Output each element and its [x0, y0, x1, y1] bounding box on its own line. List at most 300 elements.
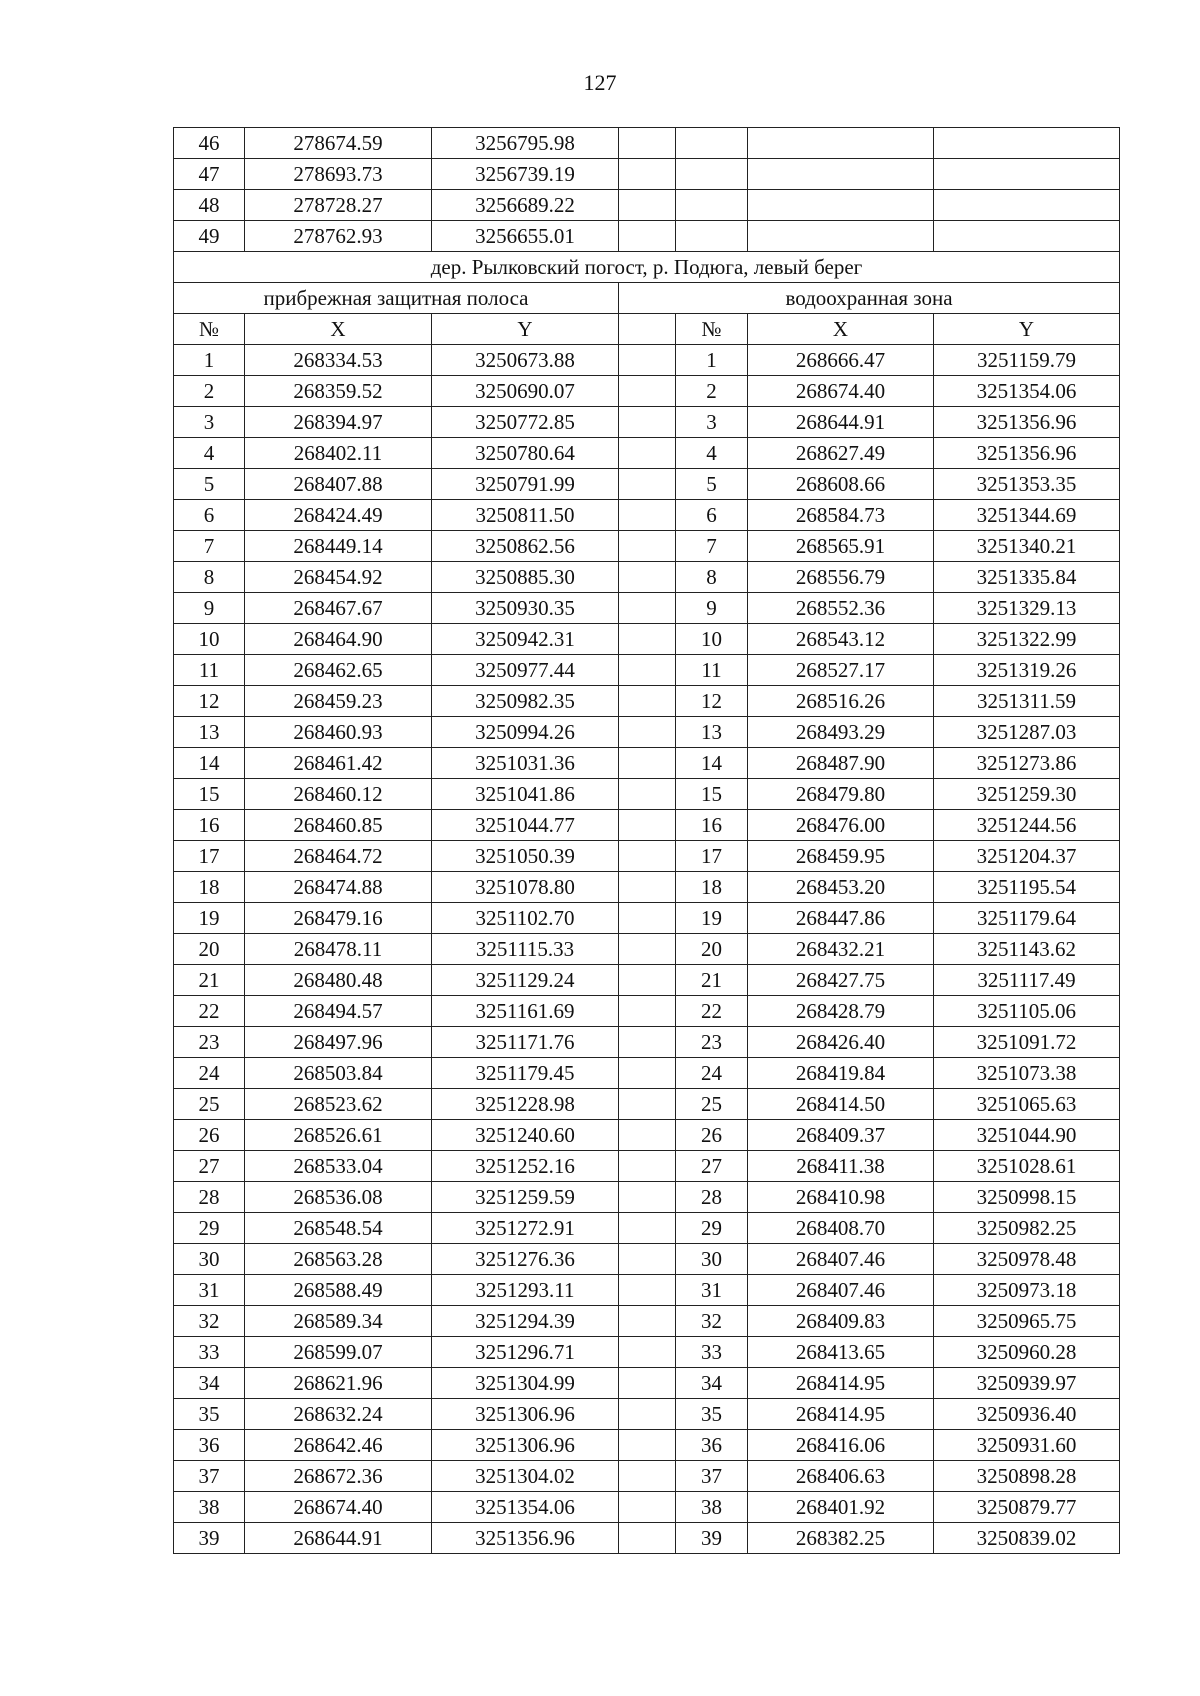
spacer-cell [619, 1430, 676, 1461]
left-y-coordinate: 3251252.16 [432, 1151, 619, 1182]
empty-cell [934, 221, 1120, 252]
spacer-cell [619, 562, 676, 593]
table-row [174, 1306, 1120, 1337]
left-point-number: 23 [174, 1027, 245, 1058]
table-row [174, 562, 1120, 593]
right-point-number: 20 [676, 934, 748, 965]
left-x-coordinate: 268464.72 [245, 841, 432, 872]
empty-cell [934, 159, 1120, 190]
spacer-cell [619, 1492, 676, 1523]
spacer-cell [619, 1461, 676, 1492]
left-y-coordinate: 3251296.71 [432, 1337, 619, 1368]
table-row [174, 190, 1120, 221]
right-y-coordinate: 3251319.26 [934, 655, 1120, 686]
spacer-cell [619, 345, 676, 376]
right-x-coordinate: 268479.80 [748, 779, 934, 810]
left-x-coordinate: 268359.52 [245, 376, 432, 407]
right-y-coordinate: 3251244.56 [934, 810, 1120, 841]
right-point-number: 23 [676, 1027, 748, 1058]
right-y-coordinate: 3250939.97 [934, 1368, 1120, 1399]
table-row [174, 655, 1120, 686]
left-x-coordinate: 268588.49 [245, 1275, 432, 1306]
right-point-number: 14 [676, 748, 748, 779]
empty-cell [934, 190, 1120, 221]
spacer-cell [619, 1523, 676, 1554]
empty-cell [748, 221, 934, 252]
header-x: X [748, 314, 934, 345]
left-x-coordinate: 268424.49 [245, 500, 432, 531]
right-point-number: 27 [676, 1151, 748, 1182]
left-x-coordinate: 268461.42 [245, 748, 432, 779]
right-x-coordinate: 268627.49 [748, 438, 934, 469]
right-y-coordinate: 3251179.64 [934, 903, 1120, 934]
left-point-number: 32 [174, 1306, 245, 1337]
right-y-coordinate: 3250960.28 [934, 1337, 1120, 1368]
left-point-number: 34 [174, 1368, 245, 1399]
section-title: дер. Рылковский погост, р. Подюга, левый берег [174, 252, 1120, 283]
right-x-coordinate: 268426.40 [748, 1027, 934, 1058]
x-coordinate: 278674.59 [245, 128, 432, 159]
right-x-coordinate: 268584.73 [748, 500, 934, 531]
left-x-coordinate: 268454.92 [245, 562, 432, 593]
spacer-cell [619, 407, 676, 438]
point-number: 49 [174, 221, 245, 252]
left-point-number: 24 [174, 1058, 245, 1089]
right-x-coordinate: 268414.95 [748, 1368, 934, 1399]
right-point-number: 39 [676, 1523, 748, 1554]
left-y-coordinate: 3251240.60 [432, 1120, 619, 1151]
left-x-coordinate: 268460.93 [245, 717, 432, 748]
left-point-number: 31 [174, 1275, 245, 1306]
left-point-number: 11 [174, 655, 245, 686]
left-y-coordinate: 3251179.45 [432, 1058, 619, 1089]
right-point-number: 11 [676, 655, 748, 686]
spacer-cell [619, 934, 676, 965]
right-y-coordinate: 3250965.75 [934, 1306, 1120, 1337]
table-row [174, 1275, 1120, 1306]
left-point-number: 29 [174, 1213, 245, 1244]
right-point-number: 7 [676, 531, 748, 562]
left-x-coordinate: 268589.34 [245, 1306, 432, 1337]
right-y-coordinate: 3251273.86 [934, 748, 1120, 779]
spacer-cell [619, 779, 676, 810]
table-row [174, 1058, 1120, 1089]
left-y-coordinate: 3250862.56 [432, 531, 619, 562]
table-row [174, 872, 1120, 903]
empty-cell [676, 128, 748, 159]
table-row [174, 1399, 1120, 1430]
right-point-number: 30 [676, 1244, 748, 1275]
left-point-number: 16 [174, 810, 245, 841]
left-y-coordinate: 3250791.99 [432, 469, 619, 500]
point-number: 46 [174, 128, 245, 159]
table-row [174, 841, 1120, 872]
right-x-coordinate: 268432.21 [748, 934, 934, 965]
right-y-coordinate: 3251335.84 [934, 562, 1120, 593]
table-row [174, 965, 1120, 996]
left-x-coordinate: 268407.88 [245, 469, 432, 500]
spacer-cell [619, 1213, 676, 1244]
spacer-cell [619, 1151, 676, 1182]
table-row [174, 438, 1120, 469]
spacer-cell [619, 841, 676, 872]
spacer-cell [619, 655, 676, 686]
header-row [174, 314, 1120, 345]
right-y-coordinate: 3250973.18 [934, 1275, 1120, 1306]
left-point-number: 33 [174, 1337, 245, 1368]
right-point-number: 16 [676, 810, 748, 841]
spacer-cell [619, 624, 676, 655]
empty-cell [619, 190, 676, 221]
table-row [174, 1492, 1120, 1523]
empty-cell [676, 159, 748, 190]
section-title-row [174, 252, 1120, 283]
right-y-coordinate: 3250931.60 [934, 1430, 1120, 1461]
left-x-coordinate: 268334.53 [245, 345, 432, 376]
point-number: 48 [174, 190, 245, 221]
left-y-coordinate: 3251041.86 [432, 779, 619, 810]
right-y-coordinate: 3251091.72 [934, 1027, 1120, 1058]
right-y-coordinate: 3250998.15 [934, 1182, 1120, 1213]
left-y-coordinate: 3250811.50 [432, 500, 619, 531]
table-row [174, 1461, 1120, 1492]
left-x-coordinate: 268460.85 [245, 810, 432, 841]
spacer-cell [619, 1058, 676, 1089]
left-point-number: 15 [174, 779, 245, 810]
spacer-cell [619, 996, 676, 1027]
left-point-number: 37 [174, 1461, 245, 1492]
left-point-number: 18 [174, 872, 245, 903]
right-point-number: 17 [676, 841, 748, 872]
right-x-coordinate: 268666.47 [748, 345, 934, 376]
left-x-coordinate: 268599.07 [245, 1337, 432, 1368]
left-x-coordinate: 268536.08 [245, 1182, 432, 1213]
right-x-coordinate: 268476.00 [748, 810, 934, 841]
right-point-number: 22 [676, 996, 748, 1027]
page-number: 127 [583, 70, 617, 95]
right-y-coordinate: 3251259.30 [934, 779, 1120, 810]
right-y-coordinate: 3250982.25 [934, 1213, 1120, 1244]
left-y-coordinate: 3251050.39 [432, 841, 619, 872]
right-point-number: 1 [676, 345, 748, 376]
spacer-cell [619, 1244, 676, 1275]
left-y-coordinate: 3251228.98 [432, 1089, 619, 1120]
right-x-coordinate: 268409.37 [748, 1120, 934, 1151]
right-point-number: 13 [676, 717, 748, 748]
header-x: X [245, 314, 432, 345]
right-x-coordinate: 268487.90 [748, 748, 934, 779]
right-x-coordinate: 268556.79 [748, 562, 934, 593]
empty-cell [748, 159, 934, 190]
right-point-number: 38 [676, 1492, 748, 1523]
empty-cell [934, 128, 1120, 159]
right-x-coordinate: 268453.20 [748, 872, 934, 903]
right-x-coordinate: 268407.46 [748, 1275, 934, 1306]
right-point-number: 21 [676, 965, 748, 996]
right-x-coordinate: 268674.40 [748, 376, 934, 407]
right-y-coordinate: 3251065.63 [934, 1089, 1120, 1120]
empty-cell [619, 128, 676, 159]
right-point-number: 36 [676, 1430, 748, 1461]
left-x-coordinate: 268449.14 [245, 531, 432, 562]
left-y-coordinate: 3251044.77 [432, 810, 619, 841]
right-x-coordinate: 268408.70 [748, 1213, 934, 1244]
left-y-coordinate: 3251276.36 [432, 1244, 619, 1275]
left-x-coordinate: 268474.88 [245, 872, 432, 903]
left-point-number: 5 [174, 469, 245, 500]
right-x-coordinate: 268414.50 [748, 1089, 934, 1120]
right-point-number: 29 [676, 1213, 748, 1244]
right-x-coordinate: 268416.06 [748, 1430, 934, 1461]
table-row [174, 1368, 1120, 1399]
header-y: Y [432, 314, 619, 345]
right-point-number: 33 [676, 1337, 748, 1368]
left-y-coordinate: 3251161.69 [432, 996, 619, 1027]
left-x-coordinate: 268497.96 [245, 1027, 432, 1058]
right-y-coordinate: 3250898.28 [934, 1461, 1120, 1492]
right-y-coordinate: 3251353.35 [934, 469, 1120, 500]
right-point-number: 15 [676, 779, 748, 810]
left-y-coordinate: 3250977.44 [432, 655, 619, 686]
left-x-coordinate: 268503.84 [245, 1058, 432, 1089]
left-point-number: 25 [174, 1089, 245, 1120]
empty-cell [619, 221, 676, 252]
right-x-coordinate: 268527.17 [748, 655, 934, 686]
right-x-coordinate: 268401.92 [748, 1492, 934, 1523]
left-y-coordinate: 3251293.11 [432, 1275, 619, 1306]
left-y-coordinate: 3251294.39 [432, 1306, 619, 1337]
left-x-coordinate: 268563.28 [245, 1244, 432, 1275]
header-num: № [174, 314, 245, 345]
left-y-coordinate: 3251304.02 [432, 1461, 619, 1492]
left-point-number: 28 [174, 1182, 245, 1213]
left-x-coordinate: 268672.36 [245, 1461, 432, 1492]
right-point-number: 25 [676, 1089, 748, 1120]
left-point-number: 2 [174, 376, 245, 407]
right-x-coordinate: 268413.65 [748, 1337, 934, 1368]
table-row [174, 686, 1120, 717]
right-point-number: 34 [676, 1368, 748, 1399]
spacer-cell [619, 1275, 676, 1306]
empty-cell [619, 159, 676, 190]
spacer-cell [619, 531, 676, 562]
spacer-cell [619, 810, 676, 841]
table-row [174, 1182, 1120, 1213]
left-y-coordinate: 3250982.35 [432, 686, 619, 717]
left-y-coordinate: 3251354.06 [432, 1492, 619, 1523]
right-point-number: 10 [676, 624, 748, 655]
left-x-coordinate: 268621.96 [245, 1368, 432, 1399]
left-point-number: 8 [174, 562, 245, 593]
left-x-coordinate: 268478.11 [245, 934, 432, 965]
right-y-coordinate: 3251105.06 [934, 996, 1120, 1027]
table-row [174, 376, 1120, 407]
left-y-coordinate: 3250885.30 [432, 562, 619, 593]
y-coordinate: 3256795.98 [432, 128, 619, 159]
table-row [174, 1120, 1120, 1151]
right-y-coordinate: 3251287.03 [934, 717, 1120, 748]
left-point-number: 20 [174, 934, 245, 965]
left-y-coordinate: 3251078.80 [432, 872, 619, 903]
table-row [174, 717, 1120, 748]
x-coordinate: 278762.93 [245, 221, 432, 252]
spacer-cell [619, 965, 676, 996]
left-point-number: 22 [174, 996, 245, 1027]
spacer-cell [619, 872, 676, 903]
spacer-cell [619, 469, 676, 500]
left-point-number: 36 [174, 1430, 245, 1461]
right-point-number: 24 [676, 1058, 748, 1089]
right-y-coordinate: 3251344.69 [934, 500, 1120, 531]
spacer-cell [619, 376, 676, 407]
right-x-coordinate: 268414.95 [748, 1399, 934, 1430]
left-x-coordinate: 268526.61 [245, 1120, 432, 1151]
right-y-coordinate: 3250936.40 [934, 1399, 1120, 1430]
empty-cell [676, 221, 748, 252]
left-point-number: 3 [174, 407, 245, 438]
left-y-coordinate: 3250994.26 [432, 717, 619, 748]
right-point-number: 8 [676, 562, 748, 593]
left-point-number: 13 [174, 717, 245, 748]
left-point-number: 14 [174, 748, 245, 779]
table-row [174, 1089, 1120, 1120]
coordinates-table [173, 127, 1120, 1554]
left-x-coordinate: 268394.97 [245, 407, 432, 438]
right-y-coordinate: 3251311.59 [934, 686, 1120, 717]
right-point-number: 18 [676, 872, 748, 903]
right-x-coordinate: 268565.91 [748, 531, 934, 562]
right-x-coordinate: 268516.26 [748, 686, 934, 717]
left-y-coordinate: 3250942.31 [432, 624, 619, 655]
table-row [174, 593, 1120, 624]
right-point-number: 32 [676, 1306, 748, 1337]
left-point-number: 19 [174, 903, 245, 934]
left-y-coordinate: 3250780.64 [432, 438, 619, 469]
left-y-coordinate: 3251304.99 [432, 1368, 619, 1399]
right-x-coordinate: 268493.29 [748, 717, 934, 748]
right-y-coordinate: 3251204.37 [934, 841, 1120, 872]
right-y-coordinate: 3251117.49 [934, 965, 1120, 996]
left-point-number: 6 [174, 500, 245, 531]
table-row [174, 345, 1120, 376]
right-point-number: 4 [676, 438, 748, 469]
group-title-row [174, 283, 1120, 314]
left-x-coordinate: 268523.62 [245, 1089, 432, 1120]
left-x-coordinate: 268402.11 [245, 438, 432, 469]
right-x-coordinate: 268409.83 [748, 1306, 934, 1337]
spacer-cell [619, 717, 676, 748]
left-point-number: 35 [174, 1399, 245, 1430]
header-num: № [676, 314, 748, 345]
left-point-number: 30 [174, 1244, 245, 1275]
left-y-coordinate: 3251356.96 [432, 1523, 619, 1554]
left-point-number: 39 [174, 1523, 245, 1554]
left-x-coordinate: 268464.90 [245, 624, 432, 655]
y-coordinate: 3256655.01 [432, 221, 619, 252]
right-point-number: 37 [676, 1461, 748, 1492]
left-point-number: 17 [174, 841, 245, 872]
table-row [174, 1151, 1120, 1182]
left-point-number: 38 [174, 1492, 245, 1523]
left-x-coordinate: 268467.67 [245, 593, 432, 624]
table-row [174, 469, 1120, 500]
right-point-number: 3 [676, 407, 748, 438]
table-row [174, 128, 1120, 159]
right-y-coordinate: 3251159.79 [934, 345, 1120, 376]
table-row [174, 221, 1120, 252]
left-point-number: 1 [174, 345, 245, 376]
left-group-title: прибрежная защитная полоса [174, 283, 619, 314]
left-y-coordinate: 3250772.85 [432, 407, 619, 438]
right-y-coordinate: 3251044.90 [934, 1120, 1120, 1151]
table-row [174, 1244, 1120, 1275]
left-x-coordinate: 268632.24 [245, 1399, 432, 1430]
spacer-cell [619, 1182, 676, 1213]
right-x-coordinate: 268447.86 [748, 903, 934, 934]
left-y-coordinate: 3251306.96 [432, 1399, 619, 1430]
left-x-coordinate: 268494.57 [245, 996, 432, 1027]
left-point-number: 27 [174, 1151, 245, 1182]
table-row [174, 934, 1120, 965]
right-y-coordinate: 3251356.96 [934, 438, 1120, 469]
right-x-coordinate: 268407.46 [748, 1244, 934, 1275]
right-y-coordinate: 3251340.21 [934, 531, 1120, 562]
spacer-cell [619, 500, 676, 531]
spacer-cell [619, 686, 676, 717]
spacer-cell [619, 1120, 676, 1151]
spacer-cell [619, 1027, 676, 1058]
right-x-coordinate: 268427.75 [748, 965, 934, 996]
left-point-number: 9 [174, 593, 245, 624]
header-y: Y [934, 314, 1120, 345]
x-coordinate: 278728.27 [245, 190, 432, 221]
right-x-coordinate: 268411.38 [748, 1151, 934, 1182]
left-x-coordinate: 268459.23 [245, 686, 432, 717]
x-coordinate: 278693.73 [245, 159, 432, 190]
empty-cell [748, 128, 934, 159]
right-y-coordinate: 3250879.77 [934, 1492, 1120, 1523]
table-row [174, 159, 1120, 190]
table-row [174, 1337, 1120, 1368]
table-row [174, 624, 1120, 655]
table-row [174, 500, 1120, 531]
spacer-cell [619, 1089, 676, 1120]
left-y-coordinate: 3251129.24 [432, 965, 619, 996]
spacer-cell [619, 314, 676, 345]
table-row [174, 1213, 1120, 1244]
left-x-coordinate: 268644.91 [245, 1523, 432, 1554]
left-point-number: 12 [174, 686, 245, 717]
right-x-coordinate: 268459.95 [748, 841, 934, 872]
left-y-coordinate: 3251102.70 [432, 903, 619, 934]
table-row [174, 407, 1120, 438]
spacer-cell [619, 903, 676, 934]
left-point-number: 7 [174, 531, 245, 562]
left-y-coordinate: 3251171.76 [432, 1027, 619, 1058]
right-point-number: 12 [676, 686, 748, 717]
left-y-coordinate: 3251031.36 [432, 748, 619, 779]
right-point-number: 9 [676, 593, 748, 624]
point-number: 47 [174, 159, 245, 190]
right-point-number: 26 [676, 1120, 748, 1151]
left-y-coordinate: 3251115.33 [432, 934, 619, 965]
left-point-number: 21 [174, 965, 245, 996]
table-row [174, 1027, 1120, 1058]
right-point-number: 35 [676, 1399, 748, 1430]
left-y-coordinate: 3251272.91 [432, 1213, 619, 1244]
left-x-coordinate: 268674.40 [245, 1492, 432, 1523]
table-row [174, 748, 1120, 779]
